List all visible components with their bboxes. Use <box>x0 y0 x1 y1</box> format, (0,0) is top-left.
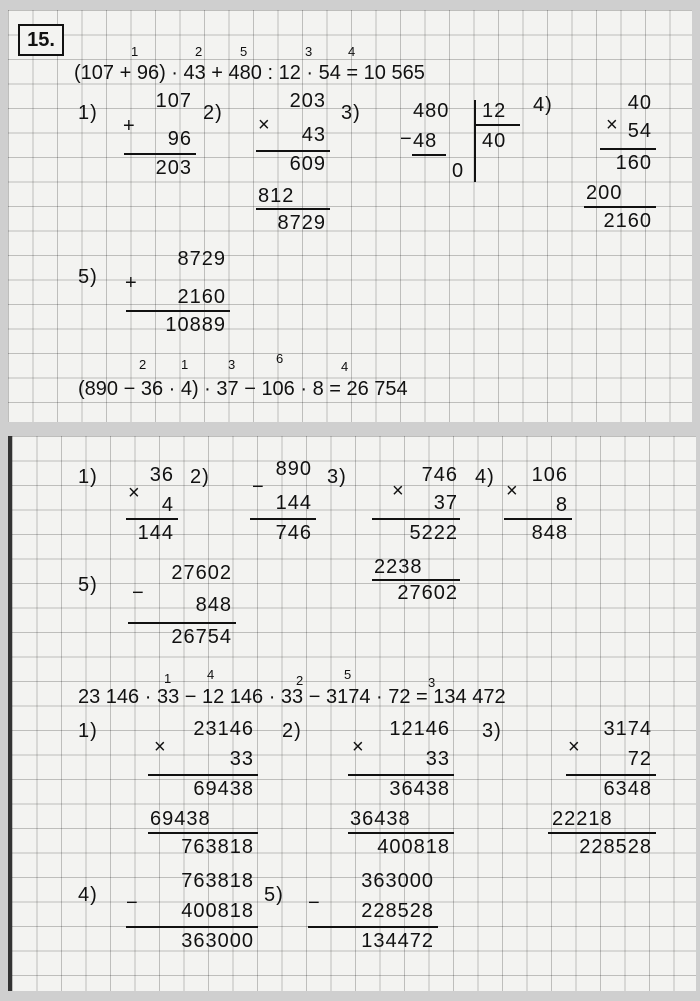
step-label: 2) <box>203 102 223 124</box>
step-label: 4) <box>475 466 495 488</box>
order-mark: 2 <box>195 44 203 59</box>
worksheet-bottom <box>8 436 696 991</box>
order-mark: 6 <box>276 351 284 366</box>
divisor: 12 <box>482 100 507 122</box>
operand: 2160 <box>177 286 226 308</box>
partial-product: 69438 <box>193 778 254 800</box>
result: 228528 <box>579 836 652 858</box>
step-label: 4) <box>533 94 553 116</box>
subtract-line <box>412 154 446 156</box>
sum-line <box>372 579 460 581</box>
step-label: 5) <box>78 266 98 288</box>
partial-product: 200 <box>586 182 623 204</box>
operator: × <box>352 736 365 758</box>
operand: 12146 <box>389 718 450 740</box>
operator: − <box>126 892 139 914</box>
operand: 363000 <box>361 870 434 892</box>
result: 763818 <box>181 836 254 858</box>
operand: 37 <box>433 492 458 514</box>
sum-line <box>548 832 656 834</box>
result: 27602 <box>397 582 458 604</box>
partial-product: 36438 <box>350 808 411 830</box>
operator: − <box>400 128 413 150</box>
operand: 33 <box>229 748 254 770</box>
operand: 43 <box>301 124 326 146</box>
result: 848 <box>531 522 568 544</box>
operand: 228528 <box>361 900 434 922</box>
dividend: 480 <box>413 100 450 122</box>
operator: × <box>606 114 619 136</box>
remainder: 0 <box>452 160 465 182</box>
operator: × <box>154 736 167 758</box>
operand: 36 <box>149 464 174 486</box>
order-mark: 1 <box>181 357 189 372</box>
step-label: 5) <box>264 884 284 906</box>
operator: × <box>392 480 405 502</box>
expression-3: 23 146 · 33 − 12 146 · 33 − 3174 · 72 = 134 472 <box>78 686 506 708</box>
operand: 27602 <box>171 562 232 584</box>
result: 10889 <box>165 314 226 336</box>
step-label: 2) <box>282 720 302 742</box>
sum-line <box>584 206 656 208</box>
subtract-line <box>250 518 316 520</box>
sum-line <box>124 153 196 155</box>
operator: − <box>132 582 145 604</box>
product-line <box>372 518 460 520</box>
product-line <box>504 518 572 520</box>
step-label: 2) <box>190 466 210 488</box>
subtract-line <box>126 926 258 928</box>
order-mark: 3 <box>305 44 313 59</box>
worksheet-top <box>8 10 692 422</box>
subtrahend: 48 <box>413 130 438 152</box>
product-line <box>256 150 330 152</box>
product-line <box>126 518 178 520</box>
order-mark: 3 <box>428 675 436 690</box>
operand: 96 <box>167 128 192 150</box>
result: 203 <box>155 157 192 179</box>
step-label: 3) <box>341 102 361 124</box>
operator: − <box>252 476 265 498</box>
step-label: 3) <box>327 466 347 488</box>
operand: 144 <box>275 492 312 514</box>
sum-line <box>348 832 454 834</box>
sum-line <box>148 832 258 834</box>
product-line <box>600 148 656 150</box>
partial-product: 2238 <box>374 556 423 578</box>
order-mark: 4 <box>348 44 356 59</box>
step-label: 3) <box>482 720 502 742</box>
product-line <box>148 774 258 776</box>
partial-product: 609 <box>289 153 326 175</box>
operand: 8729 <box>177 248 226 270</box>
order-mark: 1 <box>131 44 139 59</box>
order-mark: 3 <box>228 357 236 372</box>
operator: + <box>125 272 138 294</box>
order-mark: 5 <box>344 667 352 682</box>
result: 746 <box>275 522 312 544</box>
partial-product: 36438 <box>389 778 450 800</box>
operand: 890 <box>275 458 312 480</box>
result: 8729 <box>277 212 326 234</box>
operand: 400818 <box>181 900 254 922</box>
product-line <box>566 774 656 776</box>
operand: 848 <box>195 594 232 616</box>
operand: 33 <box>425 748 450 770</box>
order-mark: 2 <box>139 357 147 372</box>
order-mark: 1 <box>164 671 172 686</box>
result: 26754 <box>171 626 232 648</box>
operand: 72 <box>627 748 652 770</box>
partial-product: 6348 <box>603 778 652 800</box>
step-label: 1) <box>78 466 98 488</box>
order-mark: 5 <box>240 44 248 59</box>
result: 2160 <box>603 210 652 232</box>
result: 400818 <box>377 836 450 858</box>
result: 144 <box>137 522 174 544</box>
sum-line <box>256 208 330 210</box>
operand: 54 <box>627 120 652 142</box>
operand: 746 <box>421 464 458 486</box>
order-mark: 4 <box>341 359 349 374</box>
operand: 203 <box>289 90 326 112</box>
partial-product: 160 <box>615 152 652 174</box>
sum-line <box>126 310 230 312</box>
result: 363000 <box>181 930 254 952</box>
step-label: 1) <box>78 102 98 124</box>
operator: − <box>308 892 321 914</box>
operator: × <box>128 482 141 504</box>
operand: 3174 <box>603 718 652 740</box>
step-label: 4) <box>78 884 98 906</box>
operator: × <box>258 114 271 136</box>
product-line <box>348 774 454 776</box>
subtract-line <box>308 926 438 928</box>
partial-product: 812 <box>258 185 295 207</box>
order-mark: 4 <box>207 667 215 682</box>
operand: 107 <box>155 90 192 112</box>
division-bar <box>474 100 476 182</box>
partial-product: 5222 <box>409 522 458 544</box>
partial-product: 69438 <box>150 808 211 830</box>
quotient: 40 <box>482 130 507 152</box>
operand: 763818 <box>181 870 254 892</box>
result: 134472 <box>361 930 434 952</box>
order-mark: 2 <box>296 673 304 688</box>
operator: × <box>568 736 581 758</box>
operand: 106 <box>531 464 568 486</box>
operand: 8 <box>555 494 568 516</box>
operator: × <box>506 480 519 502</box>
expression-2: (890 − 36 · 4) · 37 − 106 · 8 = 26 754 <box>78 378 408 400</box>
operand: 23146 <box>193 718 254 740</box>
expression-1: (107 + 96) · 43 + 480 : 12 · 54 = 10 565 <box>74 62 425 84</box>
operand: 40 <box>627 92 652 114</box>
partial-product: 22218 <box>552 808 613 830</box>
subtract-line <box>128 622 236 624</box>
task-number: 15. <box>18 24 64 56</box>
divisor-line <box>474 124 520 126</box>
step-label: 5) <box>78 574 98 596</box>
operand: 4 <box>161 494 174 516</box>
step-label: 1) <box>78 720 98 742</box>
operator: + <box>123 115 136 137</box>
